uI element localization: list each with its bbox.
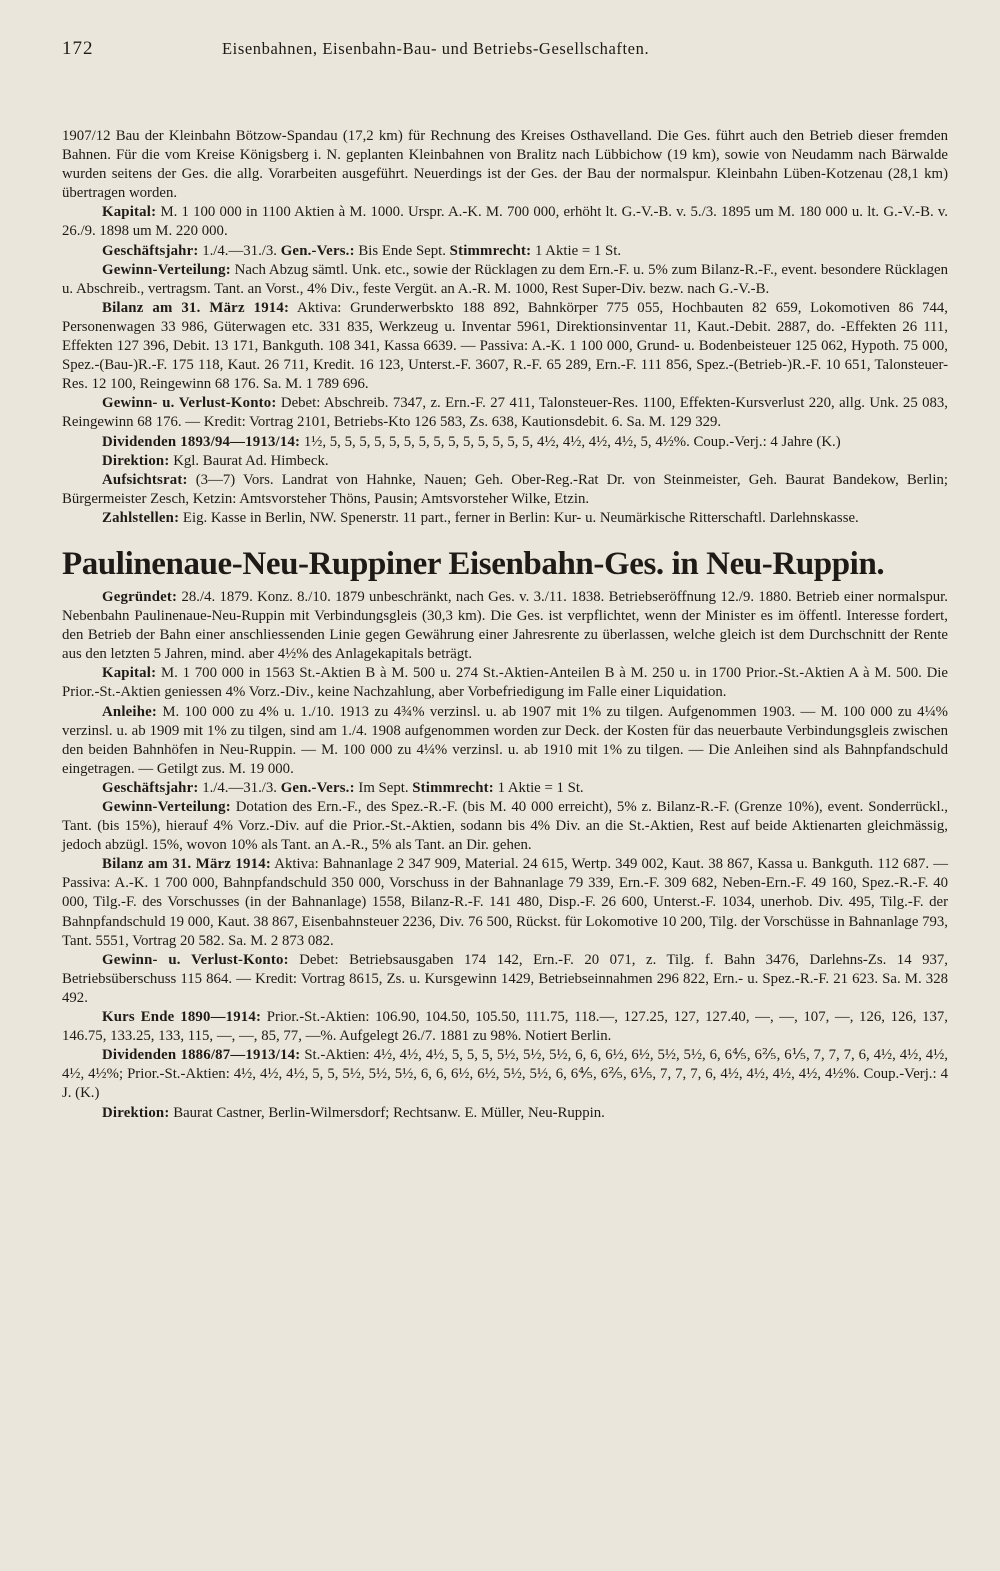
section-label: Gen.-Vers.:: [280, 242, 355, 259]
section-label: Zahlstellen:: [102, 509, 180, 526]
previous-kapital: [62, 203, 948, 241]
section-text: 1 Aktie = 1 St.: [493, 779, 584, 796]
section-text: (3—7) Vors. Landrat von Hahnke, Nauen; Geh. Ober-Reg.-Rat Dr. von Steinmeister, Geh. Baurat Bandekow, Berlin; Bürgermeister Zesch, Ketzin: Amtsvorsteher Thöns, Pausin; Amtsvorsteher Wilke, Etzin.: [62, 471, 948, 507]
section-text: 28./4. 1879. Konz. 8./10. 1879 unbeschränkt, nach Ges. v. 3./11. 1838. Betriebseröffnung 12./9. 1880. Betrieb einer normalspur. Nebenbahn Paulinenaue-Neu-Ruppin mit Verbindungsgleis (30,3 km). Die Ges. ist verpflichtet, wenn der Minister es im öffentl. Interesse fordert, den Betrieb der Bahn einer anschliessenden Linie gegen Gewährung einer Jahresrente zu überlassen, welche gleich ist dem Durchschnitt der Rente aus den letzten 5 Jahren, mind. aber 4½% des Anlagekapitals beträgt.: [62, 588, 948, 663]
section-text: M. 1 100 000 in 1100 Aktien à M. 1000. Urspr. A.-K. M. 700 000, erhöht lt. G.-V.-B. v. 5./3. 1895 um M. 180 000 u. lt. G.-V.-B. v. 26./9. 1898 um M. 220 000.: [62, 204, 948, 240]
section-label: Gewinn-Verteilung:: [102, 261, 231, 278]
company-geschaeftsjahr: [62, 779, 948, 798]
company-gegruendet: [62, 588, 948, 664]
company-bilanz: [62, 855, 948, 950]
previous-entry-intro: 1907/12 Bau der Kleinbahn Bötzow-Spandau (17,2 km) für Rechnung des Kreises Osthavelland. Die Ges. führt auch den Betrieb dieser fremden Bahnen. Für die vom Kreise Königsberg i. N. geplanten Kleinbahnen von Bralitz nach Lübbichow (19 km), sowie von Neudamm nach Bärwalde wurden seitens der Ges. die allg. Vorarbeiten ausgeführt. Neuerdings ist der Ges. der Bau der normalspur. Kleinbahn Lüben-Kotzenau (28,1 km) übertragen worden.: [62, 128, 948, 202]
section-text: Aktiva: Bahnanlage 2 347 909, Material. 24 615, Wertp. 349 002, Kaut. 38 867, Kassa u. Bankguth. 112 687. — Passiva: A.-K. 1 700 000, Bahnpfandschuld 350 000, Vorschuss in der Bahnanlage 79 339, Ern.-F. 309 682, Neben-Ern.-F. 49 160, Spez.-R.-F. 40 000, Tilg.-F. des Vorschusses (in der Bahnanlage) 1558, Bilanz-R.-F. 141 480, Disp.-F. 26 600, Unterst.-F. 1034, unerhob. Div. 495, Tilg.-F. der Bahnpfandschuld 19 000, Kaut. 38 867, Eisenbahnsteuer 2236, Div. 76 500, Rückst. für Lokomotive 10 200, Tilg. der Vorschüsse in Bahnanlage 793, Tant. 5551, Vortrag 20 582. Sa. M. 2 873 082.: [62, 856, 949, 949]
section-text: Im Sept.: [354, 779, 413, 796]
section-text: M. 1 700 000 in 1563 St.-Aktien B à M. 500 u. 274 St.-Aktien-Anteilen B à M. 250 u. in 1700 Prior.-St.-Aktien A à M. 500. Die Prior.-St.-Aktien geniessen 4% Vorz.-Div., keine Nachzahlung, aber Vorbefriedigung im Falle einer Liquidation.: [62, 665, 948, 701]
section-label: Dividenden 1886/87—1913/14:: [102, 1047, 301, 1064]
previous-zahlstellen: [62, 509, 948, 528]
section-label: Gegründet:: [102, 588, 178, 605]
section-text: Nach Abzug sämtl. Unk. etc., sowie der Rücklagen zu dem Ern.-F. u. 5% zum Bilanz-R.-F., event. besondere Rücklagen u. Abschreib., vertragsm. Tant. an Vorst., 4% Div., feste Vergüt. an A.-R. M. 1000, Rest Super-Div. bezw. nach G.-V.-B.: [62, 261, 948, 297]
company-title: Paulinenaue-Neu-Ruppiner Eisenbahn-Ges. in Neu-Ruppin.: [62, 545, 885, 582]
section-label: Direktion:: [102, 452, 170, 469]
section-text: Debet: Betriebsausgaben 174 142, Ern.-F. 20 071, z. Tilg. f. Bahn 3476, Darlehns-Zs. 14 937, Betriebsüberschuss 115 864. — Kredit: Vortrag 8615, Zs. u. Kursgewinn 1429, Betriebseinnahmen 296 822, Ern.- u. Spez.-R.-F. 21 623. Sa. M. 328 492.: [62, 951, 948, 1006]
section-label: Bilanz am 31. März 1914:: [102, 856, 271, 873]
company-entry: [62, 588, 948, 1123]
previous-dividenden: [62, 433, 948, 452]
section-label: Geschäftsjahr:: [102, 242, 199, 259]
section-text: Kgl. Baurat Ad. Himbeck.: [169, 452, 329, 469]
section-text: Aktiva: Grunderwerbskto 188 892, Bahnkörper 775 055, Hochbauten 82 659, Lokomotiven 86 744, Personenwagen 33 986, Güterwagen etc. 331 835, Werkzeug u. Inventar 5961, Direktionsinventar 11, Kaut.-Debit. 2887, do. -Effekten 26 111, Effekten 127 396, Debit. 13 171, Bankguth. 108 341, Kassa 6639. — Passiva: A.-K. 1 100 000, Grund- u. Bodenbeisteuer 125 062, Hypoth. 75 000, Spez.-(Bau-)R.-F. 175 118, Kaut. 26 711, Kredit. 16 123, Unterst.-F. 3607, R.-F. 65 289, Ern.-F. 111 856, Spez.-(Betrieb-)R.-F. 10 651, Talonsteuer-Res. 12 100, Reingewinn 68 176. Sa. M. 1 789 696.: [62, 299, 949, 393]
company-kapital: [62, 664, 948, 702]
previous-geschaeftsjahr: [62, 242, 948, 261]
page-number: 172: [62, 38, 94, 59]
section-text: Debet: Abschreib. 7347, z. Ern.-F. 27 411, Talonsteuer-Res. 1100, Effekten-Kursverlust 220, allg. Unk. 25 083, Reingewinn 68 176. — Kredit: Vortrag 2101, Betriebs-Kto 126 583, Zs. 638, Kautionsdebit. 6. Sa. M. 129 329.: [62, 395, 948, 431]
previous-entry: [62, 127, 948, 528]
section-text: 1./4.—31./3.: [198, 779, 281, 796]
section-text: 1./4.—31./3.: [198, 242, 281, 259]
section-text: Bis Ende Sept.: [354, 242, 450, 259]
section-label: Bilanz am 31. März 1914:: [102, 299, 290, 316]
section-text: Eig. Kasse in Berlin, NW. Spenerstr. 11 part., ferner in Berlin: Kur- u. Neumärkische Ritterschaftl. Darlehnskasse.: [179, 509, 859, 526]
section-label: Kapital:: [102, 665, 157, 682]
section-text: M. 100 000 zu 4% u. 1./10. 1913 zu 4¾% verzinsl. u. ab 1907 mit 1% zu tilgen. Aufgenommen 1903. — M. 100 000 zu 4¼% verzinsl. u. ab 1909 mit 1% zu tilgen, sind am 1./4. 1908 aufgenommen worden zur Deck. der Kosten für das neuerbaute Verbindungsgleis zwischen den beiden Bahnhöfen in Neu-Ruppin. — M. 100 000 zu 4¼% verzinsl. u. ab 1910 mit 1% zu tilgen. — Die Anleihen sind als Bahnpfandschuld eingetragen. — Getilgt zus. M. 19 000.: [62, 703, 948, 777]
section-text: Prior.-St.-Aktien: 106.90, 104.50, 105.50, 111.75, 118.—, 127.25, 127, 127.40, —, —, 107, —, 126, 126, 137, 146.75, 133.25, 133, 115, —, —, 85, 77, —%. Aufgelegt 26./7. 1881 zu 98%. Notiert Berlin.: [62, 1009, 948, 1045]
company-gewinn-verteilung: [62, 798, 948, 855]
section-label: Gewinn-Verteilung:: [102, 799, 231, 815]
section-text: St.-Aktien: 4½, 4½, 4½, 5, 5, 5, 5½, 5½, 5½, 6, 6, 6½, 6½, 5½, 5½, 6, 6⅘, 6⅖, 6⅕, 7, 7, 7, 6, 4½, 4½, 4½, 4½, 4½%; Prior.-St.-Aktien: 4½, 4½, 4½, 5, 5, 5½, 5½, 5½, 6, 6, 6½, 6½, 5½, 5½, 6, 6⅘, 6⅖, 6⅕, 7, 7, 7, 6, 4½, 4½, 4½, 4½, 4½%. Coup.-Verj.: 4 J. (K.): [62, 1047, 948, 1102]
section-label: Kapital:: [102, 204, 157, 221]
company-dividenden: [62, 1046, 948, 1103]
section-label: Direktion:: [102, 1104, 170, 1121]
previous-bilanz: [62, 299, 948, 394]
previous-direktion: [62, 452, 948, 471]
section-label: Gewinn- u. Verlust-Konto:: [102, 395, 277, 412]
section-label: Stimmrecht:: [449, 242, 532, 259]
section-label: Geschäftsjahr:: [102, 779, 199, 796]
section-text: Dotation des Ern.-F., des Spez.-R.-F. (bis M. 40 000 erreicht), 5% z. Bilanz-R.-F. (Grenze 10%), event. Sonderrückl., Tant. (bis 15%), hierauf 4% Vorz.-Div. auf die Prior.-St.-Aktien, sodann bis 4% Div. an die St.-Aktien, Rest auf beide Aktienarten gleichmässig, jedoch abzügl. 15%, wovon 10% als Tant. an A.-R., 5% als Tant. an Dir. gehen.: [62, 799, 948, 854]
section-label: Stimmrecht:: [412, 779, 494, 796]
section-label: Kurs Ende 1890—1914:: [102, 1009, 262, 1026]
section-text: 1½, 5, 5, 5, 5, 5, 5, 5, 5, 5, 5, 5, 5, 5, 5, 4½, 4½, 4½, 4½, 5, 4½%. Coup.-Verj.: 4 Jahre (K.): [300, 433, 841, 450]
company-direktion: [62, 1104, 948, 1123]
section-label: Aufsichtsrat:: [102, 471, 188, 488]
section-label: Anleihe:: [102, 703, 158, 720]
section-label: Dividenden 1893/94—1913/14:: [102, 433, 301, 450]
company-anleihe: [62, 703, 948, 779]
previous-gewinn-verteilung: [62, 261, 948, 299]
section-label: Gewinn- u. Verlust-Konto:: [102, 951, 289, 968]
section-text: 1 Aktie = 1 St.: [531, 242, 622, 259]
company-kurs: [62, 1008, 948, 1046]
company-gewinn-verlust: [62, 951, 948, 1008]
previous-gewinn-verlust: [62, 394, 948, 432]
section-text: Baurat Castner, Berlin-Wilmersdorf; Rechtsanw. E. Müller, Neu-Ruppin.: [169, 1104, 605, 1121]
section-label: Gen.-Vers.:: [280, 779, 355, 796]
running-head: Eisenbahnen, Eisenbahn-Bau- und Betriebs-Gesellschaften.: [222, 39, 650, 58]
page-header: [62, 38, 948, 72]
previous-aufsichtsrat: [62, 471, 948, 509]
